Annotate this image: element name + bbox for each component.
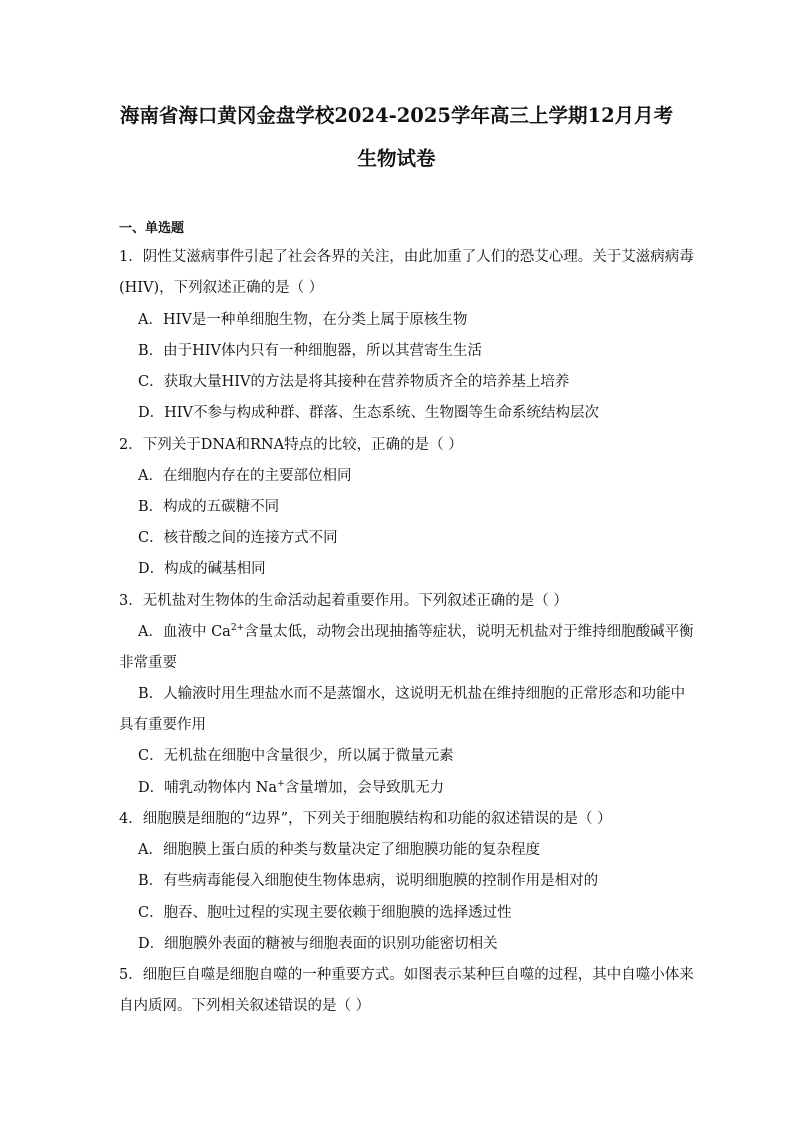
question-4-option-d: D．细胞膜外表面的糖被与细胞表面的识别功能密切相关 [138, 936, 498, 952]
question-1-stem-line1: 1．阴性艾滋病事件引起了社会各界的关注，由此加重了人们的恐艾心理。关于艾滋病病毒 [119, 249, 694, 265]
question-3-option-d-charge: + [277, 779, 285, 790]
question-1-option-c: C．获取大量HIV的方法是将其接种在营养物质齐全的培养基上培养 [138, 374, 570, 390]
question-1-option-a: A．HIV是一种单细胞生物，在分类上属于原核生物 [138, 312, 468, 328]
question-4-stem: 4．细胞膜是细胞的“边界”，下列关于细胞膜结构和功能的叙述错误的是（ ） [119, 811, 612, 827]
section-heading: 一、单选题 [119, 221, 185, 236]
question-3-option-a-pre: A．血液中 Ca [138, 624, 231, 640]
question-3-option-a-post: 含量太低，动物会出现抽搐等症状，说明无机盐对于维持细胞酸碱平衡 [244, 624, 694, 640]
question-4-option-a: A．细胞膜上蛋白质的种类与数量决定了细胞膜功能的复杂程度 [138, 842, 540, 858]
question-3-option-b-line2: 具有重要作用 [119, 717, 206, 733]
question-2-option-d: D．构成的碱基相同 [138, 561, 266, 577]
question-3-option-d-post: 含量增加，会导致肌无力 [284, 780, 445, 796]
question-2-stem: 2．下列关于DNA和RNA特点的比较，正确的是（ ） [119, 437, 463, 453]
question-3-option-a-line1 [138, 621, 694, 643]
question-1-stem-line2: (HIV)，下列叙述正确的是（ ） [119, 280, 324, 296]
question-4-option-b: B．有些病毒能侵入细胞使生物体患病，说明细胞膜的控制作用是相对的 [138, 873, 599, 889]
question-3-stem: 3．无机盐对生物体的生命活动起着重要作用。下列叙述正确的是（ ） [119, 593, 568, 609]
question-3-option-c: C．无机盐在细胞中含量很少，所以属于微量元素 [138, 748, 454, 764]
question-2-option-b: B．构成的五碳糖不同 [138, 499, 280, 515]
exam-title-line2: 生物试卷 [357, 147, 436, 170]
question-3-option-d-pre: D．哺乳动物体内 Na [138, 780, 278, 796]
question-3-option-a-charge: 2+ [230, 623, 245, 634]
question-3-option-b-line1: B．人输液时用生理盐水而不是蒸馏水，这说明无机盐在维持细胞的正常形态和功能中 [138, 686, 686, 702]
question-5-stem-line1: 5．细胞巨自噬是细胞自噬的一种重要方式。如图表示某种巨自噬的过程，其中自噬小体来 [119, 967, 694, 983]
question-3-option-d [138, 777, 444, 799]
question-4-option-c: C．胞吞、胞吐过程的实现主要依赖于细胞膜的选择透过性 [138, 905, 512, 921]
question-1-option-b: B．由于HIV体内只有一种细胞器，所以其营寄生生活 [138, 343, 482, 359]
question-2-option-c: C．核苷酸之间的连接方式不同 [138, 530, 338, 546]
question-5-stem-line2: 自内质网。下列相关叙述错误的是（ ） [119, 998, 371, 1014]
question-1-option-d: D．HIV不参与构成种群、群落、生态系统、生物圈等生命系统结构层次 [138, 405, 599, 421]
question-2-option-a: A．在细胞内存在的主要部位相同 [138, 468, 352, 484]
question-3-option-a-line2: 非常重要 [119, 655, 177, 671]
exam-title-line1: 海南省海口黄冈金盘学校2024-2025学年高三上学期12月月考 [119, 104, 674, 127]
